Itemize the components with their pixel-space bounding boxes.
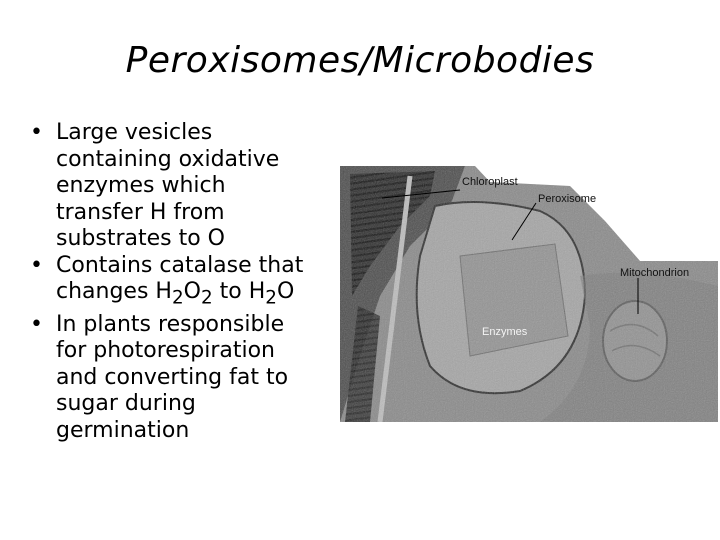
electron-micrograph (340, 166, 718, 422)
bullet-item (30, 120, 360, 253)
bullet-line (56, 253, 360, 280)
bullet-line: sugar during (56, 391, 196, 417)
bullet-item (30, 312, 360, 445)
bullet-line: In plants responsible (56, 311, 285, 337)
bullet-line: transfer H from (56, 199, 225, 225)
bullet-marker: • (30, 252, 43, 278)
text-run: to H (212, 279, 266, 304)
label-mitochondrion: Mitochondrion (620, 267, 690, 279)
bullet-line: and converting fat to (56, 364, 289, 390)
bullet-line: germination (56, 417, 190, 443)
bullet-text (56, 120, 360, 253)
bullet-item (30, 253, 360, 312)
text-run: changes H (56, 279, 172, 304)
label-chloroplast: Chloroplast (462, 176, 518, 188)
slide-title: Peroxisomes/Microbodies (125, 40, 595, 81)
bullet-line: containing oxidative (56, 146, 280, 172)
bullet-marker: • (30, 311, 43, 337)
bullet-text (56, 312, 360, 445)
bullet-marker: • (30, 120, 43, 145)
text-run: O (276, 279, 295, 304)
micrograph-image (340, 166, 718, 422)
bullet-line: Large vesicles (56, 120, 213, 145)
bullet-text (56, 253, 360, 312)
bullet-line-formula (56, 279, 360, 312)
subscript: 2 (200, 287, 213, 309)
label-peroxisome: Peroxisome (538, 193, 597, 205)
text-run: O (183, 279, 201, 304)
label-enzymes: Enzymes (482, 326, 528, 338)
bullet-list (30, 120, 360, 444)
subscript: 2 (171, 287, 184, 309)
bullet-line: for photorespiration (56, 338, 276, 364)
text-run: Contains catalase that (56, 252, 304, 278)
bullet-line: substrates to O (56, 226, 225, 251)
subscript: 2 (265, 287, 277, 309)
bullet-line: enzymes which (56, 173, 226, 198)
